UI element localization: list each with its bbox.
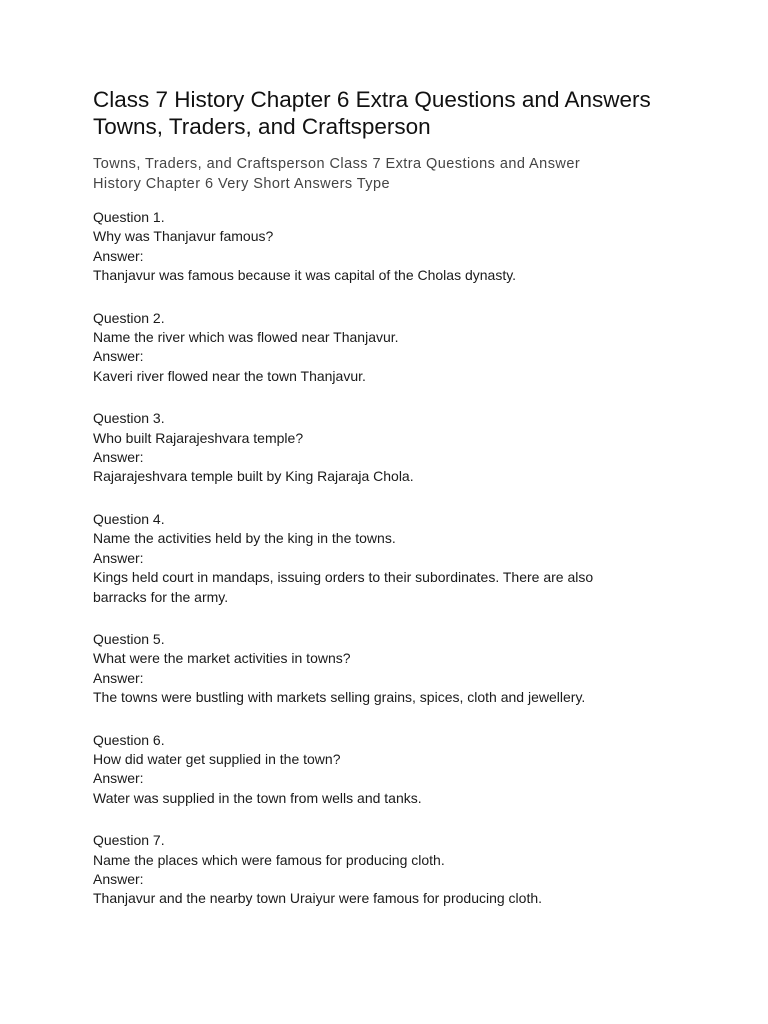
page-subtitle [93, 154, 693, 194]
question-number: Question 5. [93, 630, 165, 647]
answer-label: Answer: [93, 669, 144, 686]
answer-text: Water was supplied in the town from wells and tanks. [93, 789, 422, 806]
answer-text: Thanjavur and the nearby town Uraiyur were famous for producing cloth. [93, 890, 543, 907]
page-subtitle-line-1: Towns, Traders, and Craftsperson Class 7 Extra Questions and Answer [93, 156, 581, 172]
question-number: Question 2. [93, 309, 165, 326]
answer-label: Answer: [93, 449, 144, 466]
qa-item [93, 409, 693, 487]
answer-label: Answer: [93, 770, 144, 787]
page-subtitle-line-2: History Chapter 6 Very Short Answers Type [93, 176, 391, 192]
question-text: How did water get supplied in the town? [93, 750, 341, 767]
page-title-line-1: Class 7 History Chapter 6 Extra Questions and Answers [93, 87, 651, 112]
qa-item [93, 831, 693, 909]
qa-item [93, 510, 693, 607]
answer-label: Answer: [93, 247, 144, 264]
answer-text: Rajarajeshvara temple built by King Rajaraja Chola. [93, 468, 414, 485]
question-text: Why was Thanjavur famous? [93, 228, 274, 245]
answer-text: Thanjavur was famous because it was capital of the Cholas dynasty. [93, 267, 517, 284]
question-text: Name the activities held by the king in the towns. [93, 530, 396, 547]
question-text: Who built Rajarajeshvara temple? [93, 429, 304, 446]
qa-list [93, 208, 693, 909]
answer-text-line-2: barracks for the army. [93, 588, 229, 605]
answer-label: Answer: [93, 870, 144, 887]
answer-label: Answer: [93, 549, 144, 566]
qa-item [93, 731, 693, 809]
question-number: Question 3. [93, 410, 165, 427]
question-number: Question 1. [93, 209, 165, 225]
qa-item [93, 309, 693, 387]
question-number: Question 4. [93, 510, 165, 527]
question-text: Name the river which was flowed near Thanjavur. [93, 329, 399, 346]
qa-item [93, 630, 693, 708]
answer-text-line-1: Kings held court in mandaps, issuing orders to their subordinates. There are also [93, 569, 594, 586]
question-number: Question 6. [93, 731, 165, 748]
answer-text: Kaveri river flowed near the town Thanjavur. [93, 367, 366, 384]
qa-item [93, 208, 693, 286]
page-title [93, 86, 693, 140]
question-text: What were the market activities in towns? [93, 650, 351, 667]
answer-label: Answer: [93, 348, 144, 365]
document-page [93, 86, 693, 932]
question-number: Question 7. [93, 832, 165, 849]
answer-text: The towns were bustling with markets selling grains, spices, cloth and jewellery. [93, 689, 586, 706]
question-text: Name the places which were famous for producing cloth. [93, 851, 445, 868]
page-title-line-2: Towns, Traders, and Craftsperson [93, 114, 431, 139]
